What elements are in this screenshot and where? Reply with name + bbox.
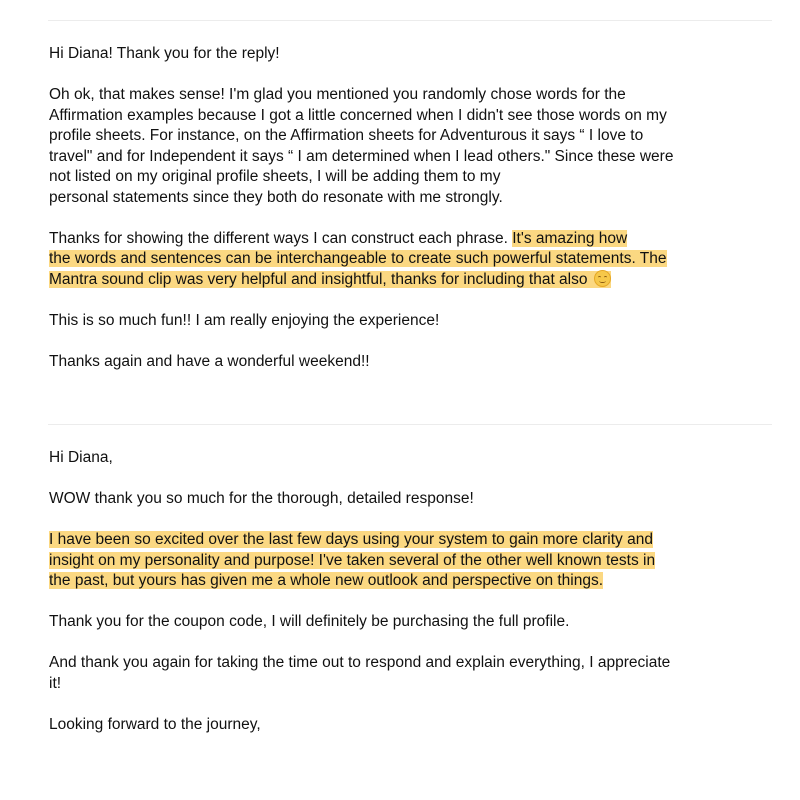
top-divider [48,20,772,21]
email-message-2 [49,448,769,756]
email1-paragraph-3: This is so much fun!! I am really enjoying the experience! [49,311,440,329]
email1-highlight-content: It's amazing how the words and sentences can be interchangeable to create such powerful statements. The Mantra sound clip was very helpful and insightful, thanks for including that also [49,229,667,288]
email2-closing: Looking forward to the journey, [49,715,261,733]
email2-highlighted-text: I have been so excited over the last few days using your system to gain more clarity and insight on my personality and purpose! I've taken several of the other well known tests in the past, but yours has given me a whole new outlook and perspective on things. [49,531,656,589]
email2-greeting: Hi Diana, [49,449,113,466]
email1-greeting: Hi Diana! Thank you for the reply! [49,45,280,62]
email-message-1 [49,44,769,393]
email2-paragraph-3: Thank you for the coupon code, I will definitely be purchasing the full profile. [49,613,570,630]
email2-paragraph-1: WOW thank you so much for the thorough, detailed response! [49,490,474,507]
email1-closing: Thanks again and have a wonderful weekend!! [49,352,370,370]
email1-paragraph-2-plain: Thanks for showing the different ways I can construct each phrase. [49,229,513,247]
email1-paragraph-1: Oh ok, that makes sense! I'm glad you mentioned you randomly chose words for the Affirmation examples because I got a little concerned when I didn't see those words on my profile sheets. For instance, on the Affirmation sheets for Adventurous it says “ I love to travel" and for Independent it says “ I am determined when I lead others." Since these were not listed on my original profile sheets, I will be adding them to my personal statements since they both do resonate with me strongly. [49,86,674,206]
smiley-face-icon [594,270,611,287]
email2-paragraph-4: And thank you again for taking the time out to respond and explain everything, I appreciate it! [49,654,671,692]
message-divider [48,424,772,425]
email2-paragraph-2 [49,530,769,592]
email1-paragraph-2 [49,229,769,291]
